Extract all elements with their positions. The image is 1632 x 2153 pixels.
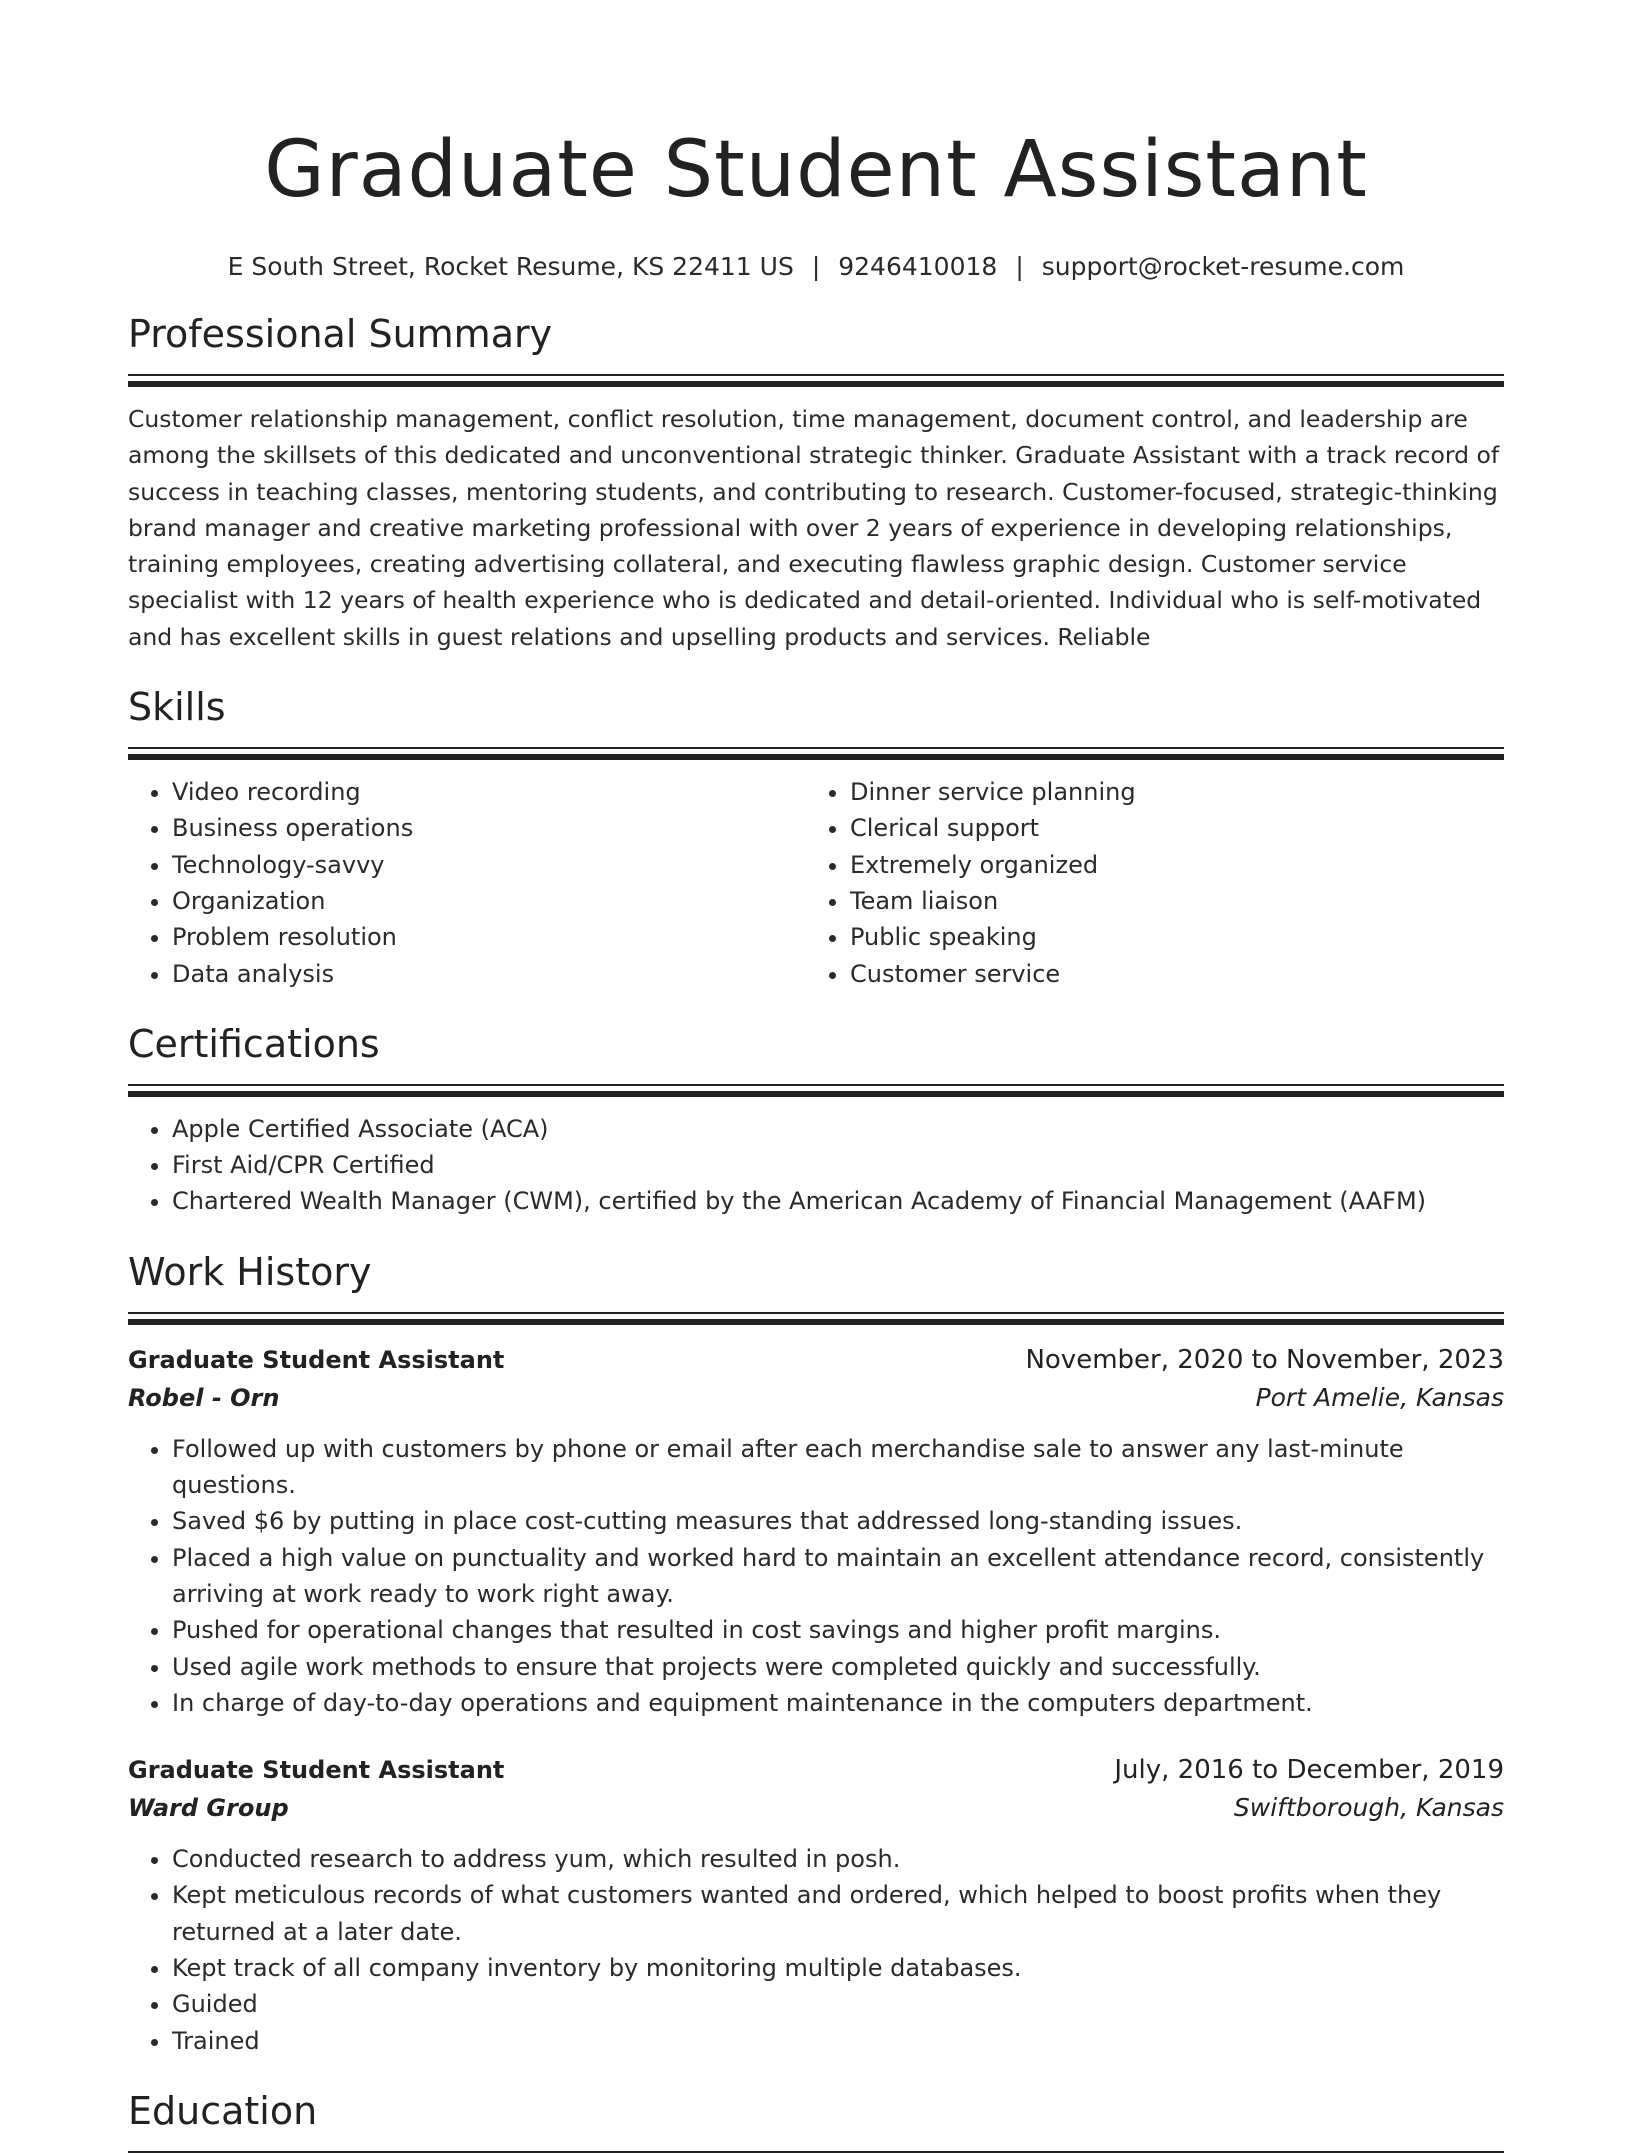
job-dates: July, 2016 to December, 2019 [1114, 1755, 1504, 1786]
work-history-section [128, 1246, 1504, 2059]
section-title-certifications: Certifications [128, 1021, 380, 1066]
certification-item: • Apple Certified Associate (ACA) [172, 1111, 1504, 1147]
job-bullet: • Placed a high value on punctuality and worked hard to maintain an excellent attendance record, consistently arriving at work ready to work right away. [172, 1540, 1504, 1613]
section-divider [128, 381, 1504, 387]
job-header [128, 1341, 1504, 1379]
contact-address: E South Street, Rocket Resume, KS 22411 US [227, 252, 794, 281]
job-header [128, 1751, 1504, 1789]
certifications-section [128, 1018, 1504, 1220]
resume-name: Graduate Student Assistant [264, 125, 1368, 215]
skills-section [128, 681, 1504, 992]
skills-list-right [806, 774, 1484, 992]
section-divider [128, 1312, 1504, 1314]
job-bullet: • Kept meticulous records of what customers wanted and ordered, which helped to boost profits when they returned at a later date. [172, 1877, 1504, 1950]
summary-section [128, 308, 1504, 655]
job-location: Port Amelie, Kansas [1255, 1382, 1504, 1412]
skill-item: • Public speaking [850, 919, 1484, 955]
contact-email: support@rocket-resume.com [1041, 252, 1405, 281]
skill-item: • Organization [172, 883, 806, 919]
skills-list-left [128, 774, 806, 992]
job-bullet: • In charge of day-to-day operations and equipment maintenance in the computers department. [172, 1685, 1504, 1721]
job-bullet: • Kept track of all company inventory by monitoring multiple databases. [172, 1950, 1504, 1986]
resume-page [128, 0, 1504, 2153]
summary-text: Customer relationship management, conflict resolution, time management, document control, and leadership are among the skillsets of this dedicated and unconventional strategic thinker. Graduate Assistant with a track record of success in teaching classes, mentoring students, and contributing to research. Customer-focused, strategic-thinking brand manager and creative marketing professional with over 2 years of experience in developing relationships, training employees, creating advertising collateral, and executing flawless graphic design. Customer service specialist with 12 years of health experience who is dedicated and detail-oriented. Individual who is self-motivated and has excellent skills in guest relations and upselling products and services. Reliable [128, 405, 1500, 651]
section-title-education: Education [128, 2088, 318, 2133]
job-entry [128, 1341, 1504, 1721]
job-entry [128, 1751, 1504, 2059]
job-bullet: • Conducted research to address yum, which resulted in posh. [172, 1841, 1504, 1877]
contact-phone: 9246410018 [838, 252, 998, 281]
section-title-work-history: Work History [128, 1249, 372, 1294]
section-divider [128, 1091, 1504, 1097]
skills-grid [128, 774, 1504, 992]
job-bullet: • Guided [172, 1986, 1504, 2022]
skill-item: • Clerical support [850, 810, 1484, 846]
section-divider [128, 747, 1504, 749]
section-divider [128, 1084, 1504, 1086]
job-bullets [128, 1841, 1504, 2059]
job-company: Robel - Orn [128, 1383, 280, 1412]
job-bullets [128, 1431, 1504, 1721]
skill-item: • Extremely organized [850, 847, 1484, 883]
skill-item: • Business operations [172, 810, 806, 846]
job-subheader [128, 1789, 1504, 1827]
job-bullet: • Saved $6 by putting in place cost-cutting measures that addressed long-standing issues. [172, 1503, 1504, 1539]
contact-separator: | [811, 252, 821, 281]
skills-column-left [128, 774, 806, 992]
job-bullet: • Used agile work methods to ensure that projects were completed quickly and successfully. [172, 1649, 1504, 1685]
job-bullet: • Pushed for operational changes that resulted in cost savings and higher profit margins. [172, 1612, 1504, 1648]
job-company: Ward Group [128, 1794, 289, 1823]
skill-item: • Data analysis [172, 956, 806, 992]
job-bullet: • Trained [172, 2023, 1504, 2059]
education-section [128, 2085, 1504, 2153]
skill-item: • Video recording [172, 774, 806, 810]
skills-column-right [806, 774, 1484, 992]
skill-item: • Customer service [850, 956, 1484, 992]
skill-item: • Problem resolution [172, 919, 806, 955]
job-bullet: • Followed up with customers by phone or email after each merchandise sale to answer any last-minute questions. [172, 1431, 1504, 1504]
certifications-list [128, 1111, 1504, 1220]
skill-item: • Dinner service planning [850, 774, 1484, 810]
contact-line [128, 250, 1504, 284]
skill-item: • Technology-savvy [172, 847, 806, 883]
job-title: Graduate Student Assistant [128, 1756, 505, 1785]
certification-item: • Chartered Wealth Manager (CWM), certified by the American Academy of Financial Management (AAFM) [172, 1183, 1504, 1219]
contact-separator: | [1015, 252, 1024, 281]
job-location: Swiftborough, Kansas [1233, 1793, 1504, 1823]
job-dates: November, 2020 to November, 2023 [1025, 1344, 1504, 1375]
section-divider [128, 374, 1504, 376]
section-divider [128, 1319, 1504, 1325]
section-title-skills: Skills [128, 685, 226, 730]
skill-item: • Team liaison [850, 883, 1484, 919]
certification-item: • First Aid/CPR Certified [172, 1147, 1504, 1183]
job-subheader [128, 1379, 1504, 1417]
section-title-summary: Professional Summary [128, 312, 553, 356]
job-title: Graduate Student Assistant [128, 1345, 505, 1374]
section-divider [128, 754, 1504, 760]
